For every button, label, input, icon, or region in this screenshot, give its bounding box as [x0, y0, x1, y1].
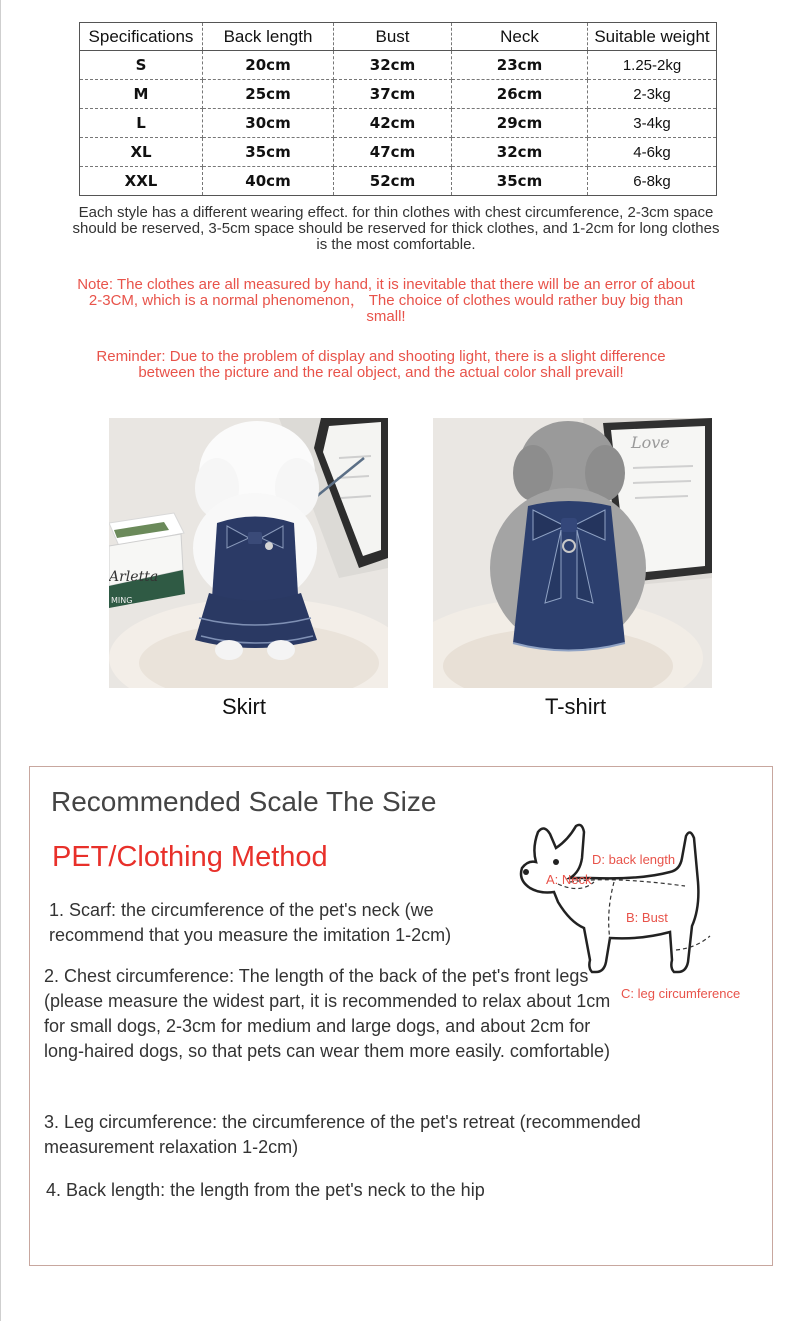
guide-item-leg: 3. Leg circumference: the circumference of the pet's retreat (recommended measurement relaxation 1-2cm) [44, 1112, 641, 1157]
header-suitable-weight: Suitable weight [588, 23, 717, 51]
dog-outline [521, 825, 698, 972]
bust-cell: 42cm [334, 109, 452, 138]
weight-cell: 6-8kg [588, 167, 717, 196]
weight-cell: 2-3kg [588, 80, 717, 109]
tshirt-photo [433, 418, 712, 688]
table-row [80, 51, 717, 80]
size-cell: M [80, 80, 203, 109]
book-spine-text-2: MING [111, 596, 133, 605]
header-bust: Bust [334, 23, 452, 51]
bust-cell: 47cm [334, 138, 452, 167]
size-cell: S [80, 51, 203, 80]
guide-item-scarf: 1. Scarf: the circumference of the pet's neck (we recommend that you measure the imitation 1-2cm) [49, 900, 452, 945]
bust-cell: 52cm [334, 167, 452, 196]
header-specifications: Specifications [80, 23, 203, 51]
diagram-label-leg-circumference: C: leg circumference [621, 986, 741, 1001]
neck-cell: 26cm [452, 80, 588, 109]
neck-cell: 32cm [452, 138, 588, 167]
size-table [79, 22, 717, 196]
dog-measure-diagram [510, 822, 760, 992]
table-row [80, 109, 717, 138]
neck-cell: 29cm [452, 109, 588, 138]
neck-cell: 23cm [452, 51, 588, 80]
wearing-effect-text: Each style has a different wearing effect. for thin clothes with chest circumference, 2-3cm space should be reserved, 3-5cm space should be reserved for thick clothes, and 1-2cm for long clothes is the most comfortable. [72, 204, 720, 253]
page-left-border [0, 0, 1, 1321]
header-neck: Neck [452, 23, 588, 51]
back-length-cell: 40cm [203, 167, 334, 196]
diagram-label-back-length: D: back length [592, 852, 676, 867]
weight-cell: 4-6kg [588, 138, 717, 167]
guide-item-back-length: 4. Back length: the length from the pet's neck to the hip [46, 1180, 485, 1200]
table-row [80, 138, 717, 167]
back-length-cell: 30cm [203, 109, 334, 138]
neck-cell: 35cm [452, 167, 588, 196]
size-cell: L [80, 109, 203, 138]
size-cell: XXL [80, 167, 203, 196]
back-length-cell: 35cm [203, 138, 334, 167]
guide-item-chest: 2. Chest circumference: The length of the back of the pet's front legs (please measure the widest part, it is recommended to relax about 1cm for small dogs, 2-3cm for medium and large dogs, and about 2cm for long-haired dogs, so that pets can wear them more easily. comfortable) [44, 966, 611, 1061]
weight-cell: 3-4kg [588, 109, 717, 138]
size-cell: XL [80, 138, 203, 167]
table-row [80, 80, 717, 109]
size-guide-subtitle: PET/Clothing Method [52, 841, 328, 873]
header-back-length: Back length [203, 23, 334, 51]
diagram-label-bust: B: Bust [626, 910, 668, 925]
frame-art-text: Love [631, 433, 670, 452]
book-spine-text: Arletta [109, 569, 159, 585]
measurement-note-text: Note: The clothes are all measured by hand, it is inevitable that there will be an error of about 2-3CM, which is a normal phenomenon， The choice of clothes would rather buy big than small! [77, 276, 695, 325]
diagram-label-neck: A: Neck [546, 872, 592, 887]
back-length-cell: 20cm [203, 51, 334, 80]
color-reminder-text: Reminder: Due to the problem of display and shooting light, there is a slight difference between the picture and the real object, and the actual color shall prevail! [96, 348, 666, 381]
bust-cell: 37cm [334, 80, 452, 109]
weight-cell: 1.25-2kg [588, 51, 717, 80]
tshirt-caption: T-shirt [545, 694, 607, 719]
skirt-photo [109, 418, 388, 688]
back-length-cell: 25cm [203, 80, 334, 109]
table-row [80, 167, 717, 196]
size-guide-title: Recommended Scale The Size [51, 786, 437, 817]
bust-cell: 32cm [334, 51, 452, 80]
skirt-caption: Skirt [222, 694, 266, 719]
size-table-header [80, 23, 717, 51]
